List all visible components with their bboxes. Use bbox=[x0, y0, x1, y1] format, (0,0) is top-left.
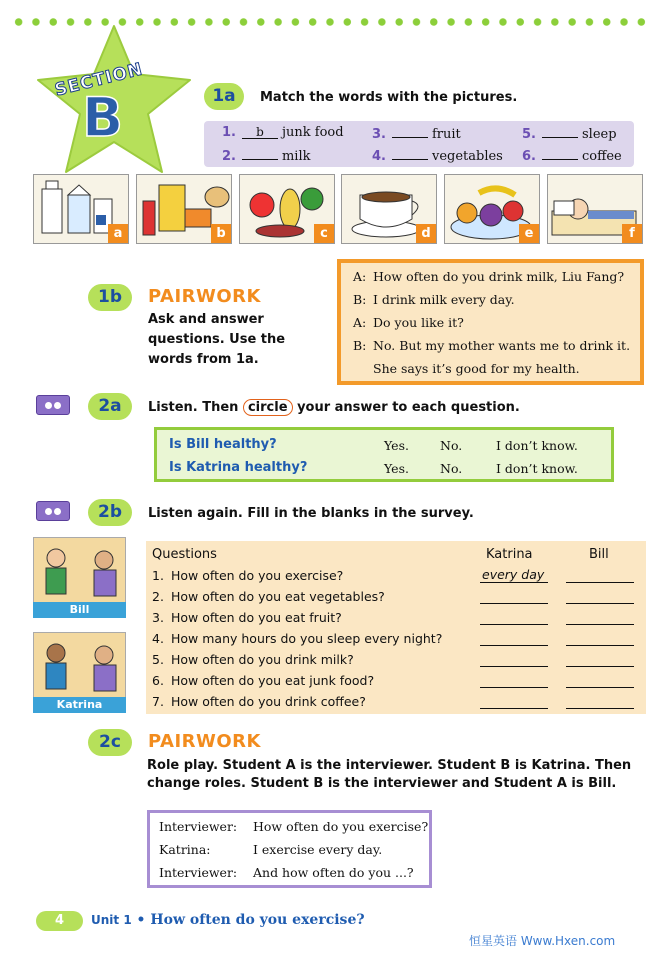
bill-blank[interactable] bbox=[566, 582, 634, 583]
instruction-2c: Role play. Student A is the interviewer. Student B is Katrina. Then change roles. Student B is the interviewer and Student A is Bill. bbox=[147, 758, 632, 791]
bill-blank[interactable] bbox=[566, 687, 634, 688]
match-item: 3. fruit bbox=[372, 127, 461, 142]
bill-blank[interactable] bbox=[566, 603, 634, 604]
option-no[interactable]: No. bbox=[440, 461, 463, 476]
interview-icon bbox=[34, 633, 126, 698]
instruction-1a: Match the words with the pictures. bbox=[260, 90, 518, 105]
katrina-blank[interactable] bbox=[480, 687, 548, 688]
question-box-2a bbox=[154, 427, 614, 482]
katrina-blank[interactable] bbox=[480, 603, 548, 604]
cassette-icon[interactable] bbox=[36, 501, 70, 521]
survey-question: 7. How often do you drink coffee? bbox=[152, 694, 366, 709]
answer-blank[interactable] bbox=[542, 147, 578, 160]
survey-question: 6. How often do you eat junk food? bbox=[152, 673, 375, 688]
option-no[interactable]: No. bbox=[440, 438, 463, 453]
dialog-line: She says it’s good for my health. bbox=[373, 361, 580, 376]
dialog-box-1b bbox=[337, 259, 644, 385]
answer-blank[interactable] bbox=[242, 147, 278, 160]
instruction-2a: Listen. Then circle your answer to each question. bbox=[148, 400, 520, 415]
section-letter: B bbox=[82, 86, 124, 149]
question-text: Is Katrina healthy? bbox=[169, 460, 308, 475]
bill-picture bbox=[33, 537, 126, 603]
match-item: 5. sleep bbox=[522, 127, 617, 142]
watermark: 恒星英语 Www.Hxen.com bbox=[469, 934, 616, 948]
header-bill: Bill bbox=[589, 547, 609, 562]
survey-question: 4. How many hours do you sleep every night? bbox=[152, 631, 443, 646]
option-yes[interactable]: Yes. bbox=[384, 438, 409, 453]
picture-d bbox=[341, 174, 437, 244]
survey-question: 2. How often do you eat vegetables? bbox=[152, 589, 385, 604]
question-text: Is Bill healthy? bbox=[169, 437, 277, 452]
badge-1a: 1a bbox=[204, 83, 244, 110]
katrina-blank[interactable] bbox=[480, 645, 548, 646]
match-item: 2. milk bbox=[222, 149, 311, 164]
section-star bbox=[30, 22, 198, 182]
section-word: SECTION bbox=[52, 59, 146, 101]
katrina-blank[interactable] bbox=[480, 582, 548, 583]
katrina-blank[interactable] bbox=[480, 666, 548, 667]
answer-blank[interactable] bbox=[542, 125, 578, 138]
picture-a bbox=[33, 174, 129, 244]
interview-dialog-box bbox=[147, 810, 432, 888]
katrina-blank[interactable] bbox=[480, 708, 548, 709]
dialog-line: B: No. But my mother wants me to drink it. bbox=[353, 338, 631, 353]
survey-question: 5. How often do you drink milk? bbox=[152, 652, 354, 667]
instruction-1b: Ask and answer questions. Use the words from 1a. bbox=[148, 312, 286, 367]
bill-label: Bill bbox=[33, 602, 126, 618]
picture-letter: e bbox=[519, 224, 539, 243]
cassette-icon[interactable] bbox=[36, 395, 70, 415]
match-item: 4. vegetables bbox=[372, 149, 503, 164]
match-word-box bbox=[204, 121, 634, 167]
picture-e bbox=[444, 174, 540, 244]
badge-2a: 2a bbox=[88, 393, 132, 420]
answer-blank[interactable]: b bbox=[242, 126, 278, 139]
option-dont-know[interactable]: I don’t know. bbox=[496, 438, 578, 453]
header-questions: Questions bbox=[152, 547, 217, 562]
dialog-line: Interviewer: And how often do you ...? bbox=[159, 865, 414, 880]
bill-blank[interactable] bbox=[566, 666, 634, 667]
katrina-picture bbox=[33, 632, 126, 698]
answer-blank[interactable] bbox=[392, 147, 428, 160]
match-item: 6. coffee bbox=[522, 149, 622, 164]
picture-letter: a bbox=[108, 224, 128, 243]
pairwork-title-2c: PAIRWORK bbox=[148, 731, 261, 752]
interview-icon bbox=[34, 538, 126, 603]
dialog-line: Katrina: I exercise every day. bbox=[159, 842, 383, 857]
picture-letter: d bbox=[416, 224, 436, 243]
bill-blank[interactable] bbox=[566, 624, 634, 625]
dialog-line: A: Do you like it? bbox=[353, 315, 464, 330]
picture-letter: b bbox=[211, 224, 231, 243]
dialog-line: B: I drink milk every day. bbox=[353, 292, 515, 307]
badge-2b: 2b bbox=[88, 499, 132, 526]
survey-question: 1. How often do you exercise? bbox=[152, 568, 344, 583]
bill-blank[interactable] bbox=[566, 645, 634, 646]
answer-blank[interactable] bbox=[392, 125, 428, 138]
page-number: 4 bbox=[36, 911, 83, 931]
katrina-label: Katrina bbox=[33, 697, 126, 713]
badge-1b: 1b bbox=[88, 284, 132, 311]
instruction-2b: Listen again. Fill in the blanks in the survey. bbox=[148, 506, 474, 521]
badge-2c: 2c bbox=[88, 729, 132, 756]
picture-b bbox=[136, 174, 232, 244]
dialog-line: Interviewer: How often do you exercise? bbox=[159, 819, 429, 834]
picture-f bbox=[547, 174, 643, 244]
picture-letter: c bbox=[314, 224, 334, 243]
pairwork-title-1b: PAIRWORK bbox=[148, 286, 261, 307]
dialog-line: A: How often do you drink milk, Liu Fang? bbox=[353, 269, 625, 284]
katrina-blank[interactable] bbox=[480, 624, 548, 625]
header-katrina: Katrina bbox=[486, 547, 533, 562]
picture-letter: f bbox=[622, 224, 642, 243]
match-item: 1. b junk food bbox=[222, 125, 344, 140]
katrina-answer[interactable]: every day bbox=[482, 567, 545, 582]
picture-c bbox=[239, 174, 335, 244]
survey-table bbox=[146, 541, 646, 714]
unit-title: Unit 1 • How often do you exercise? bbox=[91, 912, 365, 928]
option-dont-know[interactable]: I don’t know. bbox=[496, 461, 578, 476]
option-yes[interactable]: Yes. bbox=[384, 461, 409, 476]
bill-blank[interactable] bbox=[566, 708, 634, 709]
survey-question: 3. How often do you eat fruit? bbox=[152, 610, 342, 625]
